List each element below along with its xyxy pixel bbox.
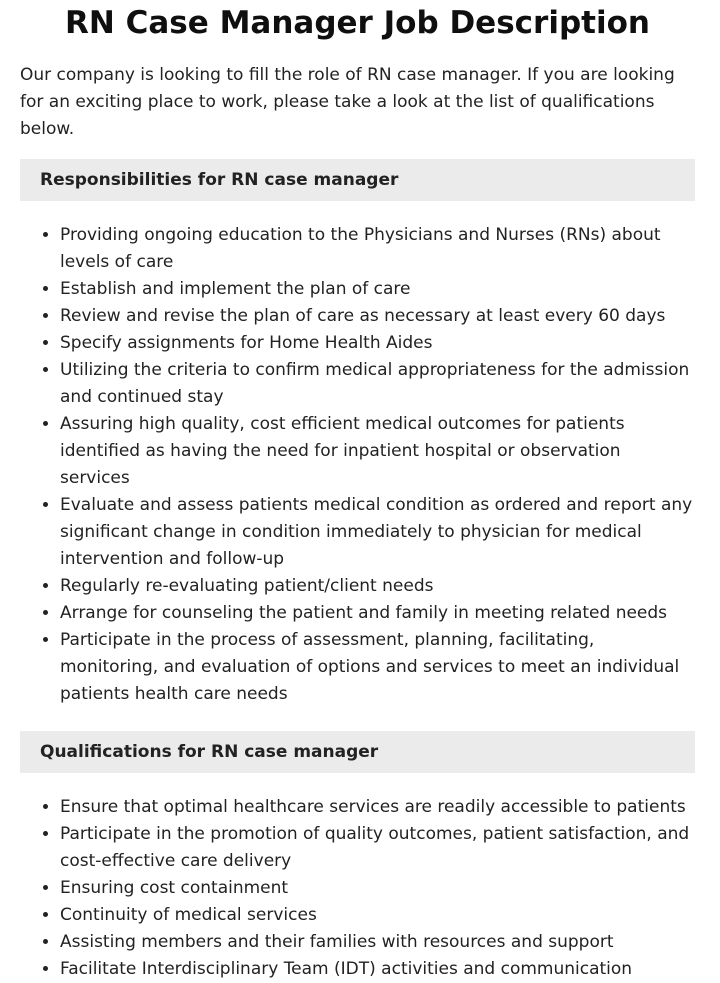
list-item: • Arrange for counseling the patient and family in meeting related needs [60, 600, 695, 627]
list-item: • Participate in the process of assessment, planning, facilitating, monitoring, and evaluation of options and services to meet an individual patients health care needs [60, 627, 695, 708]
list-item: • Ensuring cost containment [60, 875, 695, 902]
list-item: • Utilizing the criteria to confirm medical appropriateness for the admission and continued stay [60, 357, 695, 411]
list-item: • Participate in the promotion of quality outcomes, patient satisfaction, and cost-effective care delivery [60, 821, 695, 875]
list-item: • Assuring high quality, cost efficient medical outcomes for patients identified as having the need for inpatient hospital or observation services [60, 411, 695, 492]
list-item: • Continuity of medical services [60, 902, 695, 929]
list-item: • Assisting members and their families with resources and support [60, 929, 695, 956]
list-item: • Evaluate and assess patients medical condition as ordered and report any significant change in condition immediately to physician for medical intervention and follow-up [60, 492, 695, 573]
qualifications-heading: Qualifications for RN case manager [20, 731, 695, 773]
qualifications-list [20, 794, 695, 983]
intro-paragraph: Our company is looking to fill the role of RN case manager. If you are looking for an exciting place to work, please take a look at the list of qualifications below. [20, 65, 675, 139]
page-title: RN Case Manager Job Description [65, 5, 650, 41]
list-item: • Establish and implement the plan of care [60, 276, 695, 303]
responsibilities-heading: Responsibilities for RN case manager [20, 159, 695, 201]
list-item: • Review and revise the plan of care as necessary at least every 60 days [60, 303, 695, 330]
list-item: • Regularly re-evaluating patient/client needs [60, 573, 695, 600]
list-item: • Specify assignments for Home Health Aides [60, 330, 695, 357]
responsibilities-list [20, 222, 695, 708]
list-item: • Facilitate Interdisciplinary Team (IDT) activities and communication [60, 956, 695, 983]
list-item: • Ensure that optimal healthcare services are readily accessible to patients [60, 794, 695, 821]
list-item: • Providing ongoing education to the Physicians and Nurses (RNs) about levels of care [60, 222, 695, 276]
